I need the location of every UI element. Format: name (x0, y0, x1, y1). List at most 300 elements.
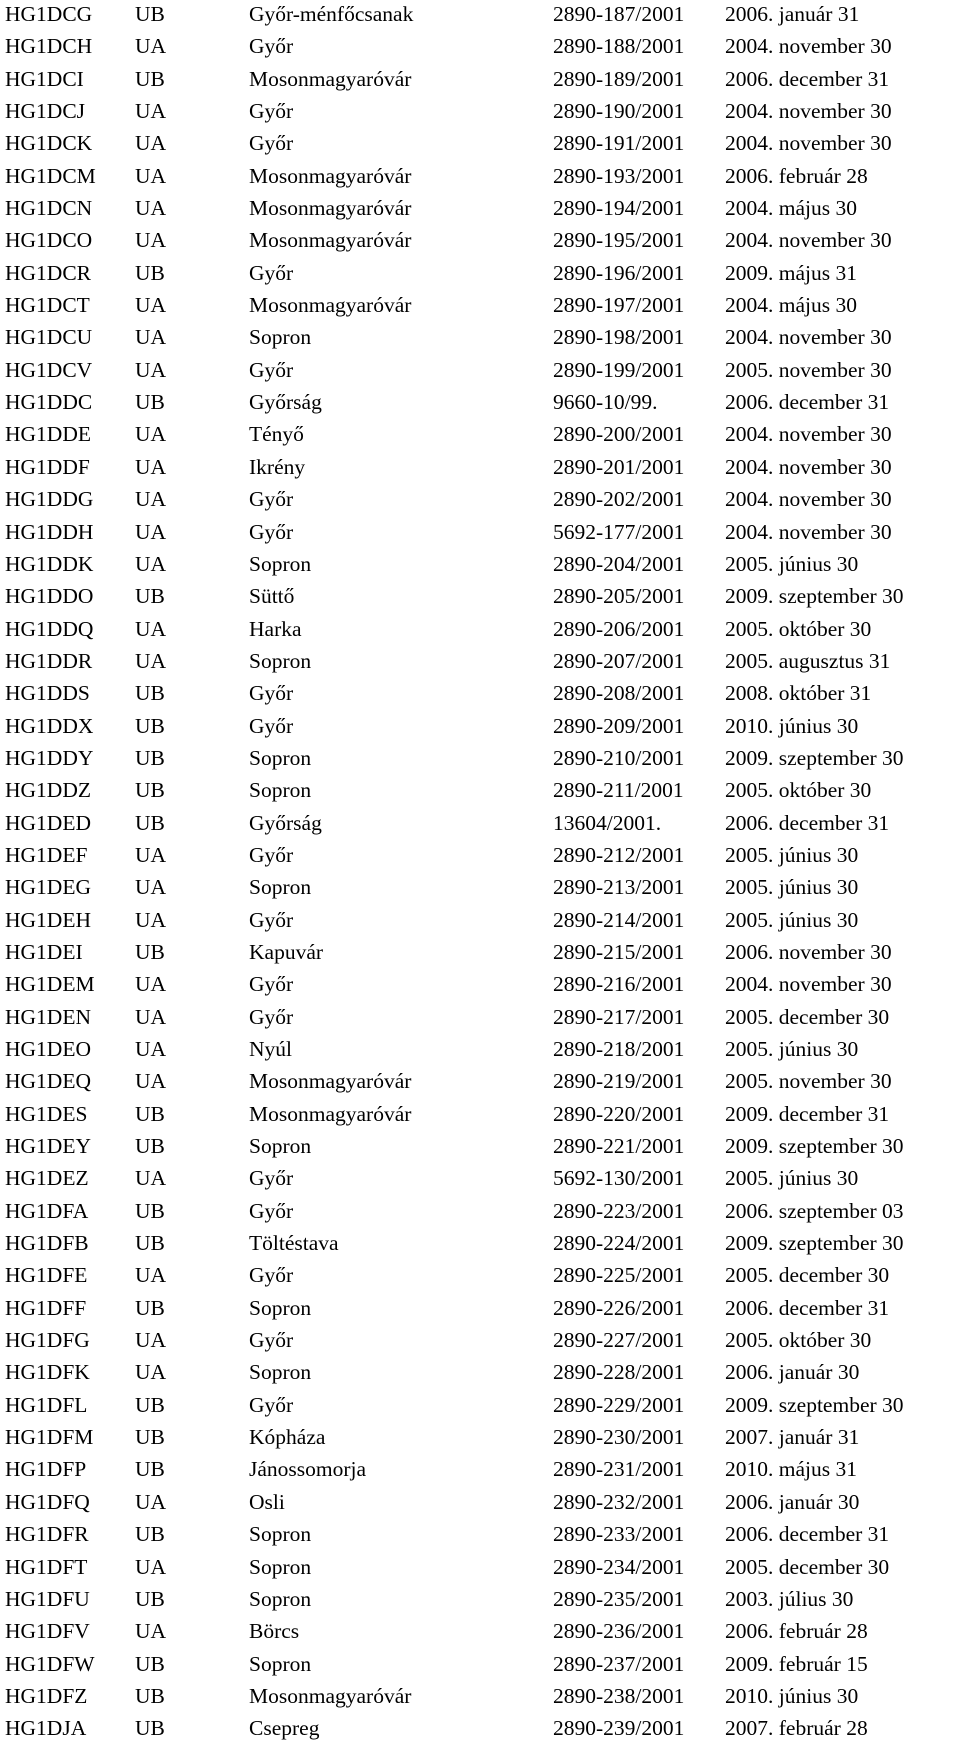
record-row (0, 289, 960, 321)
callsign-cell: HG1DFV (5, 1619, 90, 1644)
location-cell: Sopron (249, 1554, 312, 1579)
callsign-cell: HG1DED (5, 810, 91, 835)
location-cell: Mosonmagyaróvár (249, 66, 412, 91)
expiry-date-cell: 2005. november 30 (725, 357, 892, 382)
permit-number-cell: 5692-177/2001 (553, 519, 685, 544)
permit-number-cell: 2890-191/2001 (553, 131, 685, 156)
permit-number-cell: 2890-236/2001 (553, 1619, 685, 1644)
callsign-cell: HG1DFA (5, 1198, 89, 1223)
expiry-date-cell: 2004. november 30 (725, 131, 892, 156)
license-class-cell: UA (135, 131, 167, 156)
expiry-date-cell: 2005. október 30 (725, 778, 872, 803)
license-class-cell: UA (135, 1069, 167, 1094)
expiry-date-cell: 2006. november 30 (725, 939, 892, 964)
permit-number-cell: 2890-225/2001 (553, 1263, 685, 1288)
permit-number-cell: 2890-197/2001 (553, 293, 685, 318)
callsign-cell: HG1DDZ (5, 778, 91, 803)
license-class-cell: UB (135, 1716, 165, 1741)
license-class-cell: UA (135, 616, 167, 641)
record-row (0, 871, 960, 903)
record-row (0, 1518, 960, 1550)
license-class-cell: UB (135, 260, 165, 285)
callsign-cell: HG1DDX (5, 713, 94, 738)
license-class-cell: UA (135, 1489, 167, 1514)
expiry-date-cell: 2009. szeptember 30 (725, 1134, 904, 1159)
record-row (0, 839, 960, 871)
location-cell: Győr (249, 99, 294, 124)
location-cell: Jánossomorja (249, 1457, 367, 1482)
callsign-cell: HG1DDC (5, 390, 93, 415)
license-class-cell: UB (135, 1198, 165, 1223)
callsign-cell: HG1DEY (5, 1134, 91, 1159)
permit-number-cell: 9660-10/99. (553, 390, 658, 415)
callsign-cell: HG1DDE (5, 422, 91, 447)
callsign-cell: HG1DCJ (5, 99, 86, 124)
callsign-cell: HG1DCM (5, 163, 96, 188)
record-row (0, 968, 960, 1000)
location-cell: Kópháza (249, 1425, 326, 1450)
record-row (0, 1583, 960, 1615)
permit-number-cell: 2890-224/2001 (553, 1231, 685, 1256)
record-row (0, 1486, 960, 1518)
license-class-cell: UB (135, 939, 165, 964)
license-class-cell: UA (135, 1328, 167, 1353)
location-cell: Győr (249, 1198, 294, 1223)
record-row (0, 1259, 960, 1291)
callsign-cell: HG1DEF (5, 842, 88, 867)
license-class-cell: UB (135, 1586, 165, 1611)
license-class-cell: UB (135, 745, 165, 770)
license-class-cell: UA (135, 1263, 167, 1288)
permit-number-cell: 2890-217/2001 (553, 1004, 685, 1029)
expiry-date-cell: 2010. június 30 (725, 1683, 859, 1708)
license-class-cell: UA (135, 454, 167, 479)
location-cell: Mosonmagyaróvár (249, 1069, 412, 1094)
callsign-cell: HG1DEG (5, 875, 91, 900)
expiry-date-cell: 2006. december 31 (725, 1522, 890, 1547)
record-row (0, 1453, 960, 1485)
record-row (0, 1001, 960, 1033)
expiry-date-cell: 2005. december 30 (725, 1263, 890, 1288)
permit-number-cell: 2890-205/2001 (553, 584, 685, 609)
record-row (0, 1098, 960, 1130)
license-class-cell: UB (135, 1457, 165, 1482)
expiry-date-cell: 2004. november 30 (725, 325, 892, 350)
permit-number-cell: 2890-214/2001 (553, 907, 685, 932)
callsign-cell: HG1DCR (5, 260, 92, 285)
record-row (0, 936, 960, 968)
record-row (0, 742, 960, 774)
license-class-cell: UB (135, 66, 165, 91)
permit-number-cell: 2890-226/2001 (553, 1295, 685, 1320)
record-row (0, 321, 960, 353)
callsign-cell: HG1DDY (5, 745, 94, 770)
location-cell: Győrság (249, 810, 322, 835)
location-cell: Győr (249, 487, 294, 512)
record-row (0, 904, 960, 936)
callsign-cell: HG1DEO (5, 1037, 91, 1061)
location-cell: Győr (249, 1392, 294, 1417)
record-row (0, 160, 960, 192)
license-class-cell: UA (135, 325, 167, 350)
record-row (0, 645, 960, 677)
location-cell: Győr-ménfőcsanak (249, 2, 414, 26)
license-class-cell: UA (135, 196, 167, 221)
callsign-cell: HG1DEM (5, 972, 95, 997)
expiry-date-cell: 2010. június 30 (725, 713, 859, 738)
expiry-date-cell: 2004. november 30 (725, 34, 892, 59)
license-class-cell: UB (135, 1522, 165, 1547)
location-cell: Ikrény (249, 454, 306, 479)
license-class-cell: UB (135, 681, 165, 706)
permit-number-cell: 2890-199/2001 (553, 357, 685, 382)
callsign-cell: HG1DEH (5, 907, 91, 932)
permit-number-cell: 2890-230/2001 (553, 1425, 685, 1450)
record-row (0, 1421, 960, 1453)
record-row (0, 1324, 960, 1356)
permit-number-cell: 2890-238/2001 (553, 1683, 685, 1708)
expiry-date-cell: 2004. november 30 (725, 422, 892, 447)
license-class-cell: UB (135, 1231, 165, 1256)
expiry-date-cell: 2004. november 30 (725, 99, 892, 124)
expiry-date-cell: 2006. január 30 (725, 1489, 860, 1514)
location-cell: Győr (249, 357, 294, 382)
callsign-cell: HG1DCI (5, 66, 84, 91)
license-class-cell: UA (135, 228, 167, 253)
expiry-date-cell: 2005. október 30 (725, 616, 872, 641)
record-row (0, 1195, 960, 1227)
callsign-cell: HG1DDR (5, 648, 93, 673)
permit-number-cell: 2890-189/2001 (553, 66, 685, 91)
license-class-cell: UA (135, 875, 167, 900)
license-class-cell: UA (135, 1554, 167, 1579)
location-cell: Mosonmagyaróvár (249, 163, 412, 188)
location-cell: Sopron (249, 745, 312, 770)
permit-number-cell: 2890-219/2001 (553, 1069, 685, 1094)
permit-number-cell: 2890-216/2001 (553, 972, 685, 997)
expiry-date-cell: 2007. január 31 (725, 1425, 860, 1450)
expiry-date-cell: 2009. december 31 (725, 1101, 890, 1126)
license-class-cell: UB (135, 584, 165, 609)
permit-number-cell: 2890-211/2001 (553, 778, 684, 803)
record-row (0, 1712, 960, 1744)
location-cell: Győr (249, 1166, 294, 1191)
expiry-date-cell: 2006. december 31 (725, 810, 890, 835)
callsign-cell: HG1DFU (5, 1586, 90, 1611)
license-class-cell: UA (135, 163, 167, 188)
callsign-cell: HG1DFM (5, 1425, 94, 1450)
callsign-cell: HG1DFB (5, 1231, 89, 1256)
permit-number-cell: 2890-228/2001 (553, 1360, 685, 1385)
record-row (0, 1162, 960, 1194)
location-cell: Csepreg (249, 1716, 320, 1741)
callsign-cell: HG1DES (5, 1101, 88, 1126)
callsign-cell: HG1DFP (5, 1457, 87, 1482)
callsign-cell: HG1DCG (5, 2, 93, 26)
location-cell: Harka (249, 616, 302, 641)
location-cell: Börcs (249, 1619, 300, 1644)
permit-number-cell: 2890-229/2001 (553, 1392, 685, 1417)
expiry-date-cell: 2005. június 30 (725, 907, 859, 932)
callsign-cell: HG1DDK (5, 551, 94, 576)
license-class-cell: UB (135, 713, 165, 738)
expiry-date-cell: 2005. június 30 (725, 842, 859, 867)
location-cell: Győrság (249, 390, 322, 415)
permit-number-cell: 2890-220/2001 (553, 1101, 685, 1126)
location-cell: Sopron (249, 551, 312, 576)
callsign-cell: HG1DFZ (5, 1683, 88, 1708)
callsign-cell: HG1DEZ (5, 1166, 89, 1191)
expiry-date-cell: 2005. június 30 (725, 1037, 859, 1061)
license-class-cell: UB (135, 1651, 165, 1676)
record-row (0, 483, 960, 515)
location-cell: Győr (249, 1263, 294, 1288)
permit-number-cell: 2890-223/2001 (553, 1198, 685, 1223)
callsign-cell: HG1DCN (5, 196, 93, 221)
callsign-cell: HG1DFT (5, 1554, 88, 1579)
permit-number-cell: 2890-207/2001 (553, 648, 685, 673)
location-cell: Sopron (249, 1360, 312, 1385)
record-row (0, 1356, 960, 1388)
record-row (0, 548, 960, 580)
location-cell: Győr (249, 1004, 294, 1029)
expiry-date-cell: 2004. május 30 (725, 293, 857, 318)
callsign-cell: HG1DCO (5, 228, 93, 253)
location-cell: Sopron (249, 1522, 312, 1547)
location-cell: Sopron (249, 648, 312, 673)
expiry-date-cell: 2004. november 30 (725, 454, 892, 479)
record-row (0, 1033, 960, 1065)
expiry-date-cell: 2004. november 30 (725, 228, 892, 253)
location-cell: Töltéstava (249, 1231, 339, 1256)
location-cell: Tényő (249, 422, 304, 447)
callsign-cell: HG1DFQ (5, 1489, 90, 1514)
record-row (0, 63, 960, 95)
permit-number-cell: 5692-130/2001 (553, 1166, 685, 1191)
callsign-cell: HG1DEI (5, 939, 83, 964)
expiry-date-cell: 2005. november 30 (725, 1069, 892, 1094)
location-cell: Sopron (249, 325, 312, 350)
expiry-date-cell: 2004. november 30 (725, 487, 892, 512)
location-cell: Mosonmagyaróvár (249, 1683, 412, 1708)
license-class-cell: UA (135, 551, 167, 576)
callsign-cell: HG1DDQ (5, 616, 94, 641)
record-row (0, 1227, 960, 1259)
expiry-date-cell: 2005. október 30 (725, 1328, 872, 1353)
license-class-cell: UB (135, 1134, 165, 1159)
permit-number-cell: 2890-210/2001 (553, 745, 685, 770)
record-row (0, 580, 960, 612)
expiry-date-cell: 2005. június 30 (725, 875, 859, 900)
location-cell: Osli (249, 1489, 285, 1514)
expiry-date-cell: 2010. május 31 (725, 1457, 857, 1482)
record-row (0, 354, 960, 386)
license-class-cell: UA (135, 1360, 167, 1385)
permit-number-cell: 2890-233/2001 (553, 1522, 685, 1547)
license-class-cell: UB (135, 810, 165, 835)
permit-number-cell: 2890-202/2001 (553, 487, 685, 512)
record-row (0, 192, 960, 224)
callsign-cell: HG1DCK (5, 131, 93, 156)
permit-number-cell: 2890-206/2001 (553, 616, 685, 641)
license-class-cell: UA (135, 1037, 167, 1061)
callsign-cell: HG1DFE (5, 1263, 88, 1288)
record-row (0, 1680, 960, 1712)
license-class-cell: UA (135, 1004, 167, 1029)
location-cell: Győr (249, 907, 294, 932)
record-row (0, 418, 960, 450)
expiry-date-cell: 2005. június 30 (725, 551, 859, 576)
permit-number-cell: 2890-196/2001 (553, 260, 685, 285)
permit-number-cell: 2890-195/2001 (553, 228, 685, 253)
callsign-cell: HG1DFK (5, 1360, 90, 1385)
permit-number-cell: 2890-190/2001 (553, 99, 685, 124)
record-row (0, 807, 960, 839)
location-cell: Sopron (249, 778, 312, 803)
expiry-date-cell: 2006. december 31 (725, 390, 890, 415)
location-cell: Mosonmagyaróvár (249, 196, 412, 221)
permit-number-cell: 2890-209/2001 (553, 713, 685, 738)
record-row (0, 1292, 960, 1324)
expiry-date-cell: 2009. február 15 (725, 1651, 868, 1676)
location-cell: Nyúl (249, 1037, 292, 1061)
permit-number-cell: 2890-212/2001 (553, 842, 685, 867)
permit-number-cell: 2890-231/2001 (553, 1457, 685, 1482)
permit-number-cell: 13604/2001. (553, 810, 662, 835)
expiry-date-cell: 2006. január 31 (725, 2, 860, 26)
permit-number-cell: 2890-188/2001 (553, 34, 685, 59)
location-cell: Győr (249, 842, 294, 867)
callsign-cell: HG1DDO (5, 584, 94, 609)
record-row (0, 1389, 960, 1421)
record-row (0, 127, 960, 159)
permit-number-cell: 2890-239/2001 (553, 1716, 685, 1741)
callsign-cell: HG1DEN (5, 1004, 91, 1029)
expiry-date-cell: 2006. szeptember 03 (725, 1198, 904, 1223)
permit-number-cell: 2890-234/2001 (553, 1554, 685, 1579)
callsign-cell: HG1DDF (5, 454, 90, 479)
expiry-date-cell: 2005. december 30 (725, 1004, 890, 1029)
record-row (0, 1065, 960, 1097)
location-cell: Győr (249, 131, 294, 156)
callsign-cell: HG1DDG (5, 487, 94, 512)
permit-number-cell: 2890-204/2001 (553, 551, 685, 576)
callsign-cell: HG1DCV (5, 357, 93, 382)
license-class-cell: UB (135, 1683, 165, 1708)
license-class-cell: UA (135, 422, 167, 447)
license-class-cell: UB (135, 1392, 165, 1417)
expiry-date-cell: 2005. december 30 (725, 1554, 890, 1579)
callsign-cell: HG1DEQ (5, 1069, 91, 1094)
record-row (0, 0, 960, 30)
license-class-cell: UA (135, 842, 167, 867)
callsign-cell: HG1DCH (5, 34, 93, 59)
expiry-date-cell: 2006. február 28 (725, 163, 868, 188)
expiry-date-cell: 2006. január 30 (725, 1360, 860, 1385)
callsign-cell: HG1DFR (5, 1522, 89, 1547)
record-row (0, 677, 960, 709)
permit-number-cell: 2890-221/2001 (553, 1134, 685, 1159)
expiry-date-cell: 2007. február 28 (725, 1716, 868, 1741)
expiry-date-cell: 2006. december 31 (725, 66, 890, 91)
license-class-cell: UB (135, 1425, 165, 1450)
record-row (0, 451, 960, 483)
expiry-date-cell: 2005. augusztus 31 (725, 648, 891, 673)
location-cell: Sopron (249, 1651, 312, 1676)
expiry-date-cell: 2009. május 31 (725, 260, 857, 285)
location-cell: Győr (249, 260, 294, 285)
callsign-cell: HG1DFF (5, 1295, 87, 1320)
permit-number-cell: 2890-194/2001 (553, 196, 685, 221)
location-cell: Kapuvár (249, 939, 324, 964)
permit-number-cell: 2890-218/2001 (553, 1037, 685, 1061)
record-row (0, 386, 960, 418)
license-class-cell: UB (135, 1101, 165, 1126)
permit-number-cell: 2890-237/2001 (553, 1651, 685, 1676)
location-cell: Süttő (249, 584, 295, 609)
expiry-date-cell: 2008. október 31 (725, 681, 872, 706)
license-class-cell: UB (135, 778, 165, 803)
record-row (0, 774, 960, 806)
callsign-cell: HG1DDS (5, 681, 90, 706)
location-cell: Győr (249, 972, 294, 997)
location-cell: Mosonmagyaróvár (249, 1101, 412, 1126)
permit-number-cell: 2890-200/2001 (553, 422, 685, 447)
expiry-date-cell: 2005. június 30 (725, 1166, 859, 1191)
license-class-cell: UA (135, 1166, 167, 1191)
location-cell: Győr (249, 681, 294, 706)
license-class-cell: UA (135, 1619, 167, 1644)
callsign-cell: HG1DFW (5, 1651, 95, 1676)
callsign-cell: HG1DFG (5, 1328, 90, 1353)
callsign-cell: HG1DDH (5, 519, 94, 544)
permit-number-cell: 2890-235/2001 (553, 1586, 685, 1611)
expiry-date-cell: 2006. december 31 (725, 1295, 890, 1320)
permit-number-cell: 2890-193/2001 (553, 163, 685, 188)
location-cell: Mosonmagyaróvár (249, 228, 412, 253)
permit-number-cell: 2890-232/2001 (553, 1489, 685, 1514)
license-class-cell: UB (135, 2, 165, 26)
license-class-cell: UA (135, 487, 167, 512)
record-row (0, 516, 960, 548)
record-row (0, 95, 960, 127)
permit-number-cell: 2890-213/2001 (553, 875, 685, 900)
record-row (0, 1615, 960, 1647)
location-cell: Győr (249, 34, 294, 59)
record-row (0, 1130, 960, 1162)
license-class-cell: UA (135, 357, 167, 382)
location-cell: Sopron (249, 1134, 312, 1159)
callsign-cell: HG1DCT (5, 293, 90, 318)
expiry-date-cell: 2003. július 30 (725, 1586, 854, 1611)
location-cell: Sopron (249, 1295, 312, 1320)
location-cell: Sopron (249, 1586, 312, 1611)
callsign-cell: HG1DJA (5, 1716, 87, 1741)
permit-number-cell: 2890-198/2001 (553, 325, 685, 350)
expiry-date-cell: 2006. február 28 (725, 1619, 868, 1644)
location-cell: Győr (249, 713, 294, 738)
expiry-date-cell: 2004. november 30 (725, 519, 892, 544)
license-class-cell: UA (135, 519, 167, 544)
record-row (0, 30, 960, 62)
permit-number-cell: 2890-227/2001 (553, 1328, 685, 1353)
expiry-date-cell: 2009. szeptember 30 (725, 745, 904, 770)
callsign-cell: HG1DFL (5, 1392, 88, 1417)
permit-number-cell: 2890-187/2001 (553, 2, 685, 26)
expiry-date-cell: 2009. szeptember 30 (725, 584, 904, 609)
permit-number-cell: 2890-201/2001 (553, 454, 685, 479)
license-class-cell: UA (135, 648, 167, 673)
